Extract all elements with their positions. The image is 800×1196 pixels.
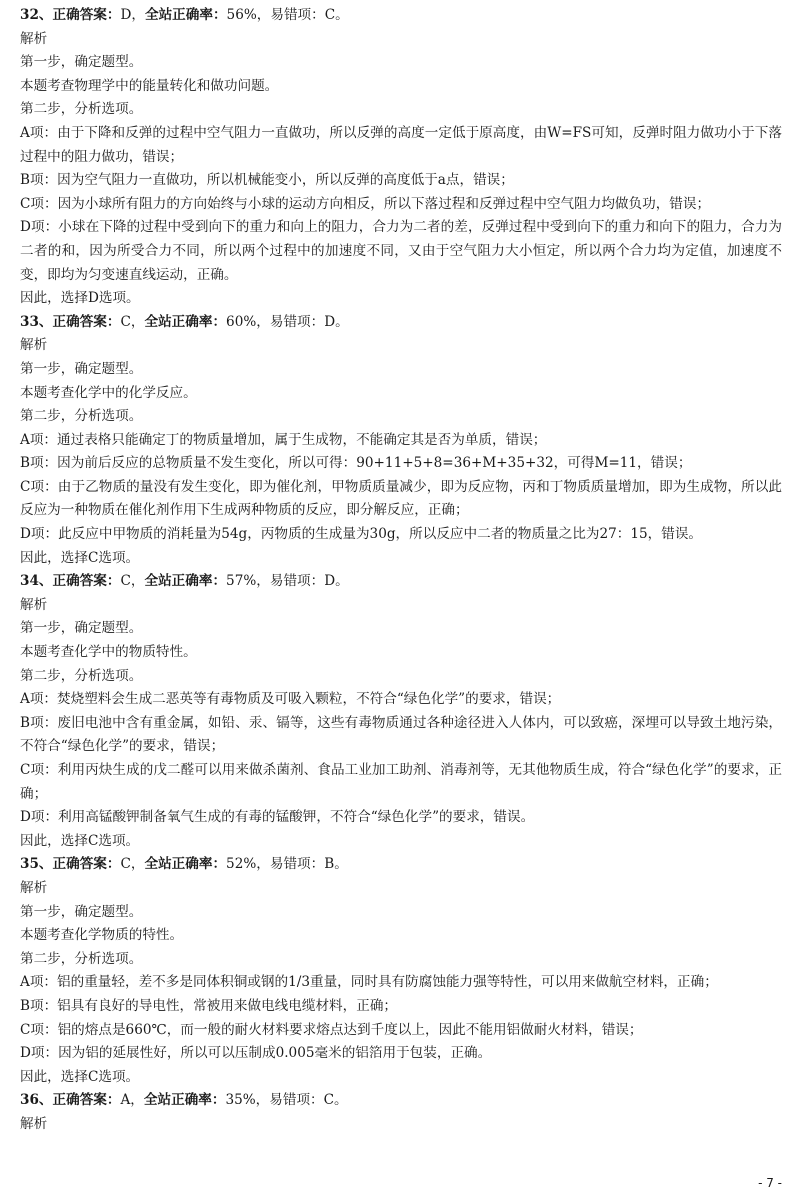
analysis-line: A项：铝的重量轻，差不多是同体积铜或钢的1/3重量，同时具有防腐蚀能力强等特性，可以用来做航空材料，正确； bbox=[20, 974, 718, 991]
question-header: 32、正确答案：D，全站正确率：56%，易错项：C。 bbox=[20, 7, 349, 23]
question-header: 36、正确答案：A，全站正确率：35%，易错项：C。 bbox=[20, 1092, 348, 1109]
analysis-line: C项：由于乙物质的量没有发生变化，即为催化剂，甲物质质量减少，即为反应物，丙和丁物质质量增加，即为生成物，所以此反应为一种物质在催化剂作用下生成两种物质的反应，即分解反应，正确； bbox=[20, 478, 782, 519]
analysis-line: 第一步，确定题型。 bbox=[20, 360, 143, 377]
question-block bbox=[20, 311, 782, 571]
analysis-line: B项：废旧电池中含有重金属，如铅、汞、镉等，这些有毒物质通过各种途径进入人体内，可以致癌，深埋可以导致土地污染，不符合“绿色化学”的要求，错误； bbox=[20, 714, 782, 755]
question-block bbox=[20, 4, 782, 311]
question-header: 35、正确答案：C，全站正确率：52%，易错项：B。 bbox=[20, 856, 348, 873]
analysis-line: 因此，选择D选项。 bbox=[20, 290, 140, 307]
analysis-line: 本题考查化学中的化学反应。 bbox=[20, 384, 197, 401]
analysis-line: C项：铝的熔点是660℃，而一般的耐火材料要求熔点达到千度以上，因此不能用铝做耐火材料，错误； bbox=[20, 1021, 643, 1038]
analysis-line: B项：因为前后反应的总物质量不发生变化，所以可得：90+11+5+8=36+M+35+32，可得M=11，错误； bbox=[20, 455, 692, 472]
analysis-line: 第二步，分析选项。 bbox=[20, 950, 143, 967]
question-header: 34、正确答案：C，全站正确率：57%，易错项：D。 bbox=[20, 573, 349, 590]
analysis-line: 第二步，分析选项。 bbox=[20, 101, 143, 118]
analysis-line: 本题考查化学物质的特性。 bbox=[20, 927, 184, 944]
question-block bbox=[20, 1089, 782, 1136]
analysis-line: B项：铝具有良好的导电性，常被用来做电线电缆材料，正确； bbox=[20, 997, 398, 1014]
question-block bbox=[20, 853, 782, 1089]
analysis-line: 本题考查物理学中的能量转化和做功问题。 bbox=[20, 77, 279, 94]
analysis-line: C项：因为小球所有阻力的方向始终与小球的运动方向相反，所以下落过程和反弹过程中空气阻力均做负功，错误； bbox=[20, 195, 711, 212]
analysis-line: 第一步，确定题型。 bbox=[20, 620, 143, 637]
question-block bbox=[20, 570, 782, 853]
analysis-line: D项：小球在下降的过程中受到向下的重力和向上的阻力，合力为二者的差，反弹过程中受到向下的重力和向下的阻力，合力为二者的和，因为所受合力不同，所以两个过程中的加速度不同，又由于空气阻力大小恒定，所以两个合力均为定值，加速度不变，即均为匀变速直线运动，正确。 bbox=[20, 219, 782, 283]
page-number: - 7 - bbox=[758, 1176, 782, 1190]
analysis-line: 第一步，确定题型。 bbox=[20, 903, 143, 920]
analysis-label: 解析 bbox=[20, 596, 48, 613]
analysis-line: D项：利用高锰酸钾制备氧气生成的有毒的锰酸钾，不符合“绿色化学”的要求，错误。 bbox=[20, 809, 535, 826]
analysis-line: A项：通过表格只能确定丁的物质量增加，属于生成物，不能确定其是否为单质，错误； bbox=[20, 431, 547, 448]
document-body bbox=[20, 4, 782, 1137]
analysis-line: B项：因为空气阻力一直做功，所以机械能变小，所以反弹的高度低于a点，错误； bbox=[20, 172, 514, 189]
analysis-line: D项：因为铝的延展性好，所以可以压制成0.005毫米的铝箔用于包装，正确。 bbox=[20, 1045, 492, 1062]
analysis-line: 第一步，确定题型。 bbox=[20, 54, 143, 71]
analysis-label: 解析 bbox=[20, 30, 48, 47]
analysis-label: 解析 bbox=[20, 1115, 48, 1132]
analysis-line: 本题考查化学中的物质特性。 bbox=[20, 644, 197, 661]
analysis-line: A项：由于下降和反弹的过程中空气阻力一直做功，所以反弹的高度一定低于原高度，由W=FS可知，反弹时阻力做功小于下落过程中的阻力做功，错误； bbox=[20, 124, 782, 165]
analysis-label: 解析 bbox=[20, 879, 48, 896]
analysis-line: 因此，选择C选项。 bbox=[20, 832, 140, 849]
analysis-label: 解析 bbox=[20, 337, 48, 354]
analysis-line: D项：此反应中甲物质的消耗量为54g，丙物质的生成量为30g，所以反应中二者的物质量之比为27：15，错误。 bbox=[20, 526, 703, 543]
analysis-line: 因此，选择C选项。 bbox=[20, 1068, 140, 1085]
analysis-line: A项：焚烧塑料会生成二恶英等有毒物质及可吸入颗粒，不符合“绿色化学”的要求，错误； bbox=[20, 691, 561, 708]
analysis-line: 因此，选择C选项。 bbox=[20, 549, 140, 566]
question-header: 33、正确答案：C，全站正确率：60%，易错项：D。 bbox=[20, 313, 349, 330]
analysis-line: 第二步，分析选项。 bbox=[20, 667, 143, 684]
analysis-line: C项：利用丙炔生成的戊二醛可以用来做杀菌剂、食品工业加工助剂、消毒剂等，无其他物质生成，符合“绿色化学”的要求，正确； bbox=[20, 762, 782, 802]
analysis-line: 第二步，分析选项。 bbox=[20, 408, 143, 425]
